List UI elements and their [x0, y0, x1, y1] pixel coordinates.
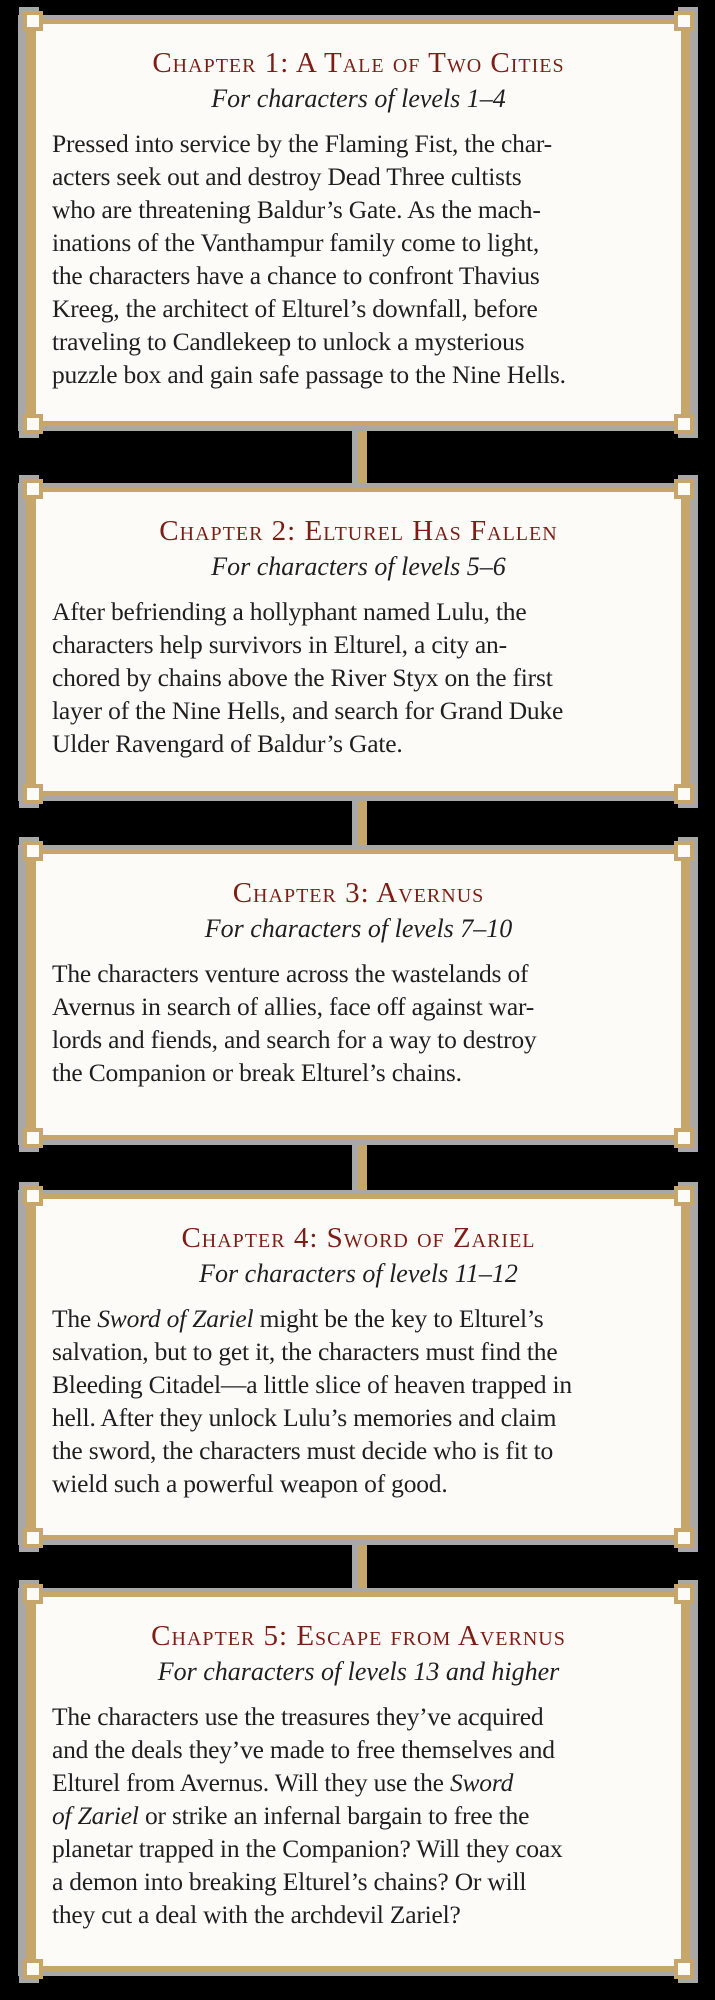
- body-text-line: The characters use the treasures they’ve acquired: [52, 1701, 544, 1731]
- connector-chapter-2-3: [352, 794, 367, 852]
- corner-notch: [23, 1584, 43, 1604]
- body-text-line: Pressed into service by the Flaming Fist, the char-: [52, 128, 552, 158]
- chapter-4-panel: [18, 1190, 698, 1545]
- corner-notch: [674, 414, 694, 434]
- body-text-line: Bleeding Citadel—a little slice of heaven trapped in: [52, 1369, 572, 1399]
- panel-content: [36, 1597, 681, 1931]
- corner-notch: [674, 1186, 694, 1206]
- chapter-title: Chapter 5: Escape from Avernus: [151, 1620, 566, 1652]
- connector-chapter-3-4: [352, 1138, 367, 1198]
- chapter-level-range: For characters of levels 11–12: [199, 1258, 518, 1288]
- body-text-line: and the deals they’ve made to free themselves and: [52, 1734, 555, 1764]
- chapter-summary: [52, 957, 665, 1089]
- body-text-line: puzzle box and gain safe passage to the Nine Hells.: [52, 359, 566, 389]
- chapter-5-panel: [18, 1588, 698, 1976]
- body-text-line: characters help survivors in Elturel, a city an-: [52, 629, 507, 659]
- body-text-line: Kreeg, the architect of Elturel’s downfall, before: [52, 293, 538, 323]
- body-text-line: acters seek out and destroy Dead Three cultists: [52, 161, 522, 191]
- body-text-line: Ulder Ravengard of Baldur’s Gate.: [52, 728, 403, 758]
- chapter-level-range: For characters of levels 1–4: [211, 83, 506, 113]
- body-text-line: Elturel from Avernus. Will they use the Sword: [52, 1767, 514, 1797]
- corner-notch: [23, 1186, 43, 1206]
- chapter-summary: [52, 595, 665, 760]
- body-text-line: the Companion or break Elturel’s chains.: [52, 1057, 462, 1087]
- body-text-line: lords and fiends, and search for a way to destroy: [52, 1024, 537, 1054]
- body-text-line: The characters venture across the wastelands of: [52, 958, 529, 988]
- panel-frame: [26, 1194, 690, 1540]
- corner-notch: [674, 479, 694, 499]
- corner-notch: [674, 1584, 694, 1604]
- chapter-title: Chapter 1: A Tale of Two Cities: [152, 47, 565, 79]
- panel-frame: [26, 1592, 690, 1971]
- corner-notch: [23, 11, 43, 31]
- body-text-line: inations of the Vanthampur family come to light,: [52, 227, 540, 257]
- body-text-line: of Zariel or strike an infernal bargain to free the: [52, 1800, 530, 1830]
- body-text-line: salvation, but to get it, the characters must find the: [52, 1336, 558, 1366]
- body-text-line: the characters have a chance to confront Thavius: [52, 260, 540, 290]
- corner-notch: [23, 414, 43, 434]
- corner-notch: [674, 841, 694, 861]
- body-text-line: chored by chains above the River Styx on the first: [52, 662, 553, 692]
- panel-content: [36, 854, 681, 1089]
- corner-notch: [23, 784, 43, 804]
- corner-notch: [674, 1959, 694, 1979]
- body-text-line: planetar trapped in the Companion? Will they coax: [52, 1833, 563, 1863]
- chapter-2-panel: [18, 483, 698, 801]
- chapter-level-range: For characters of levels 13 and higher: [157, 1656, 560, 1686]
- chapter-title: Chapter 3: Avernus: [232, 877, 485, 909]
- corner-notch: [674, 784, 694, 804]
- body-text-line: wield such a powerful weapon of good.: [52, 1468, 448, 1498]
- chapter-title: Chapter 2: Elturel Has Fallen: [159, 515, 558, 547]
- corner-notch: [674, 1528, 694, 1548]
- corner-notch: [23, 1959, 43, 1979]
- chapter-title: Chapter 4: Sword of Zariel: [181, 1222, 536, 1254]
- body-text-line: Avernus in search of allies, face off against war-: [52, 991, 535, 1021]
- corner-notch: [23, 1128, 43, 1148]
- body-text-line: The Sword of Zariel might be the key to Elturel’s: [52, 1303, 544, 1333]
- corner-notch: [23, 479, 43, 499]
- panel-content: [36, 492, 681, 760]
- chapter-summary: [52, 1302, 665, 1500]
- panel-frame: [26, 849, 690, 1140]
- corner-notch: [674, 11, 694, 31]
- body-text-line: hell. After they unlock Lulu’s memories and claim: [52, 1402, 557, 1432]
- body-text-line: After befriending a hollyphant named Lulu, the: [52, 596, 527, 626]
- body-text-line: traveling to Candlekeep to unlock a mysterious: [52, 326, 525, 356]
- chapter-level-range: For characters of levels 5–6: [211, 551, 506, 581]
- body-text-line: a demon into breaking Elturel’s chains? Or will: [52, 1866, 527, 1896]
- body-text-line: who are threatening Baldur’s Gate. As the mach-: [52, 194, 541, 224]
- panel-frame: [26, 487, 690, 796]
- body-text-line: the sword, the characters must decide who is fit to: [52, 1435, 554, 1465]
- body-text-line: they cut a deal with the archdevil Zariel?: [52, 1899, 461, 1929]
- panel-frame: [26, 19, 690, 426]
- corner-notch: [23, 1528, 43, 1548]
- chapter-summary: [52, 1700, 665, 1931]
- connector-chapter-1-2: [352, 424, 367, 490]
- chapter-3-panel: [18, 845, 698, 1145]
- chapter-summary: [52, 127, 665, 391]
- chapter-1-panel: [18, 15, 698, 431]
- panel-content: [36, 24, 681, 391]
- body-text-line: layer of the Nine Hells, and search for Grand Duke: [52, 695, 564, 725]
- chapter-level-range: For characters of levels 7–10: [204, 913, 513, 943]
- corner-notch: [23, 841, 43, 861]
- corner-notch: [674, 1128, 694, 1148]
- panel-content: [36, 1199, 681, 1500]
